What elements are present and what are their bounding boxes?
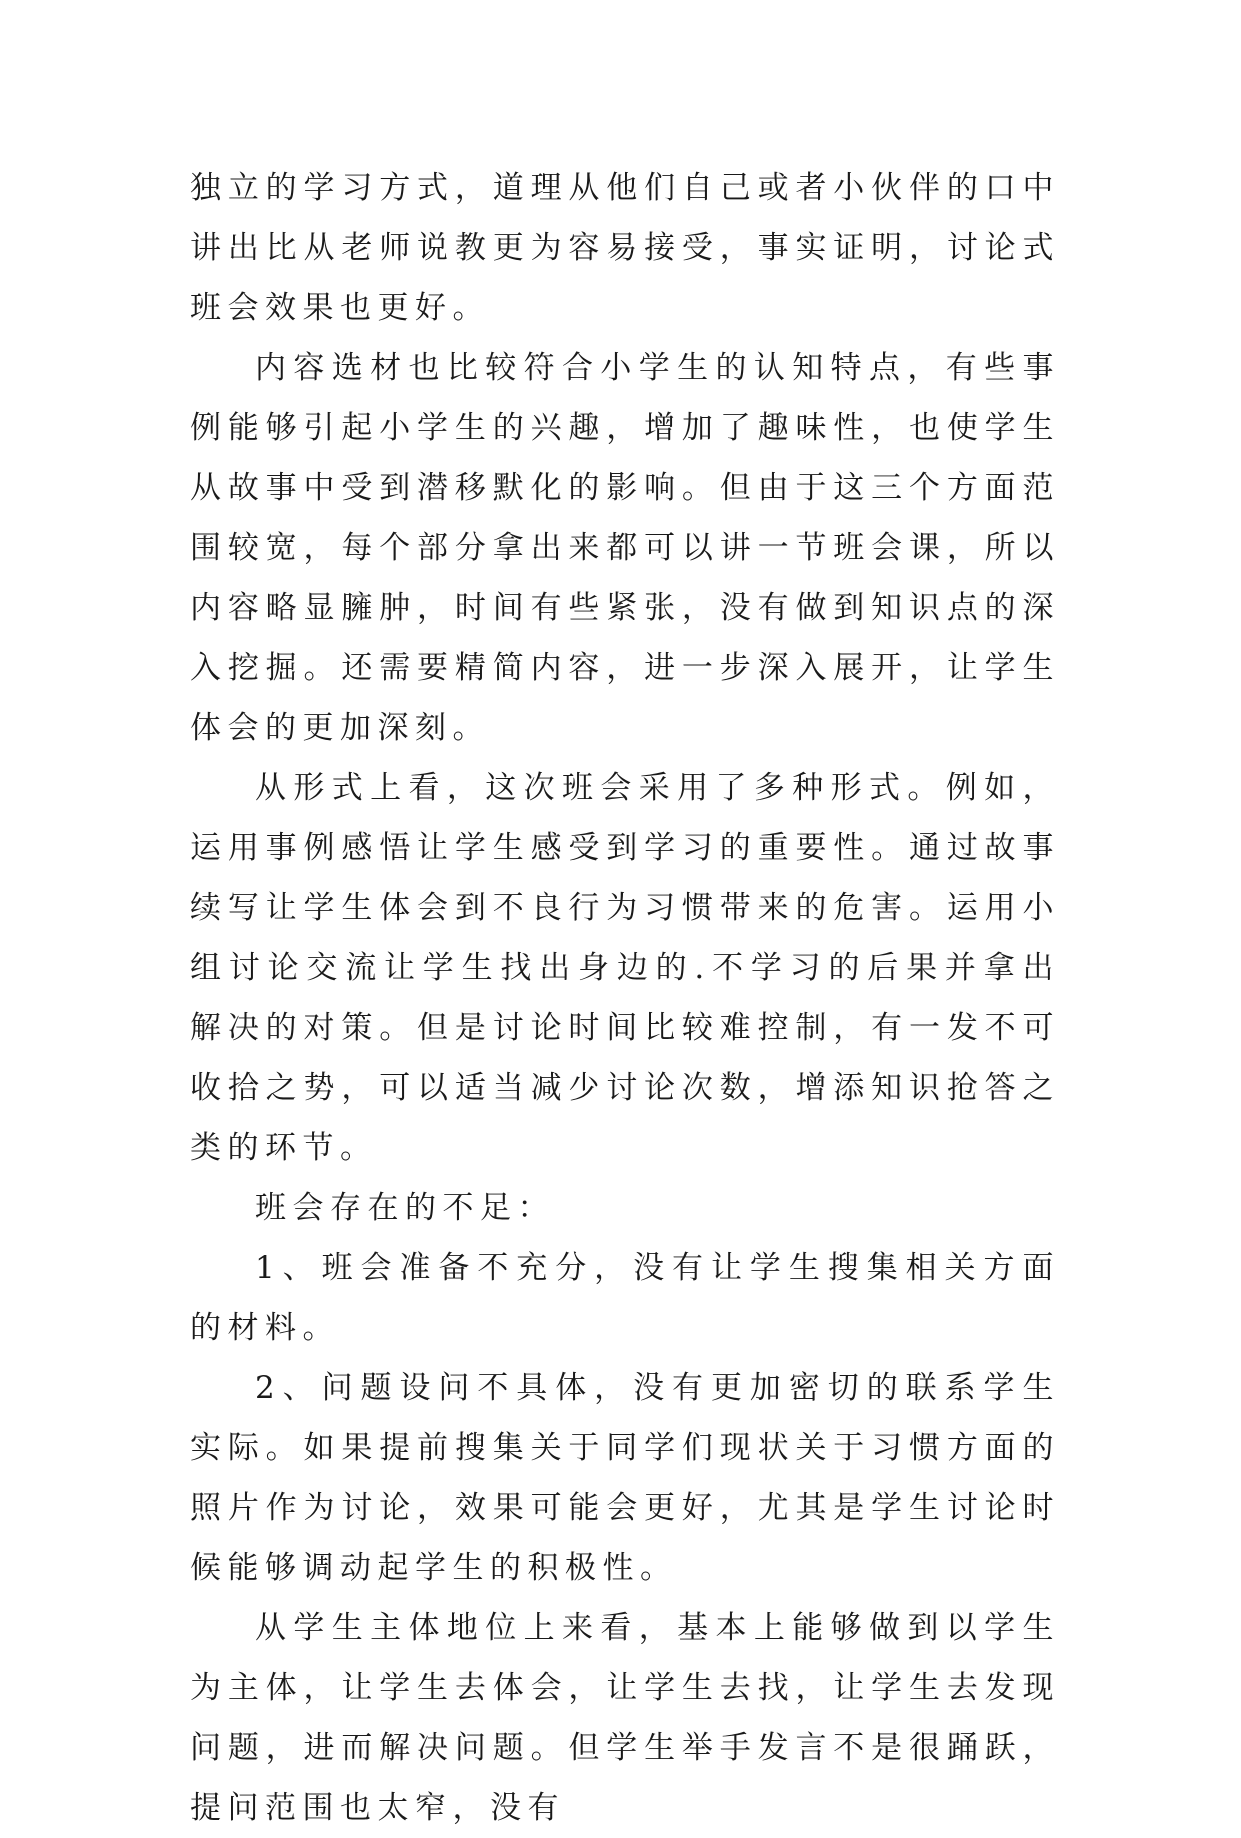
list-item: 1、班会准备不充分，没有让学生搜集相关方面的材料。: [190, 1250, 1060, 1346]
paragraph: 独立的学习方式，道理从他们自己或者小伙伴的口中讲出比从老师说教更为容易接受，事实证明，讨论式班会效果也更好。: [190, 170, 1060, 326]
paragraph: 班会存在的不足：: [255, 1190, 555, 1226]
paragraph: 从学生主体地位上来看，基本上能够做到以学生为主体，让学生去体会，让学生去找，让学生去发现问题，进而解决问题。但学生举手发言不是很踊跃，提问范围也太窄，没有: [190, 1610, 1060, 1826]
list-item: 2、问题设问不具体，没有更加密切的联系学生实际。如果提前搜集关于同学们现状关于习惯方面的照片作为讨论，效果可能会更好，尤其是学生讨论时候能够调动起学生的积极性。: [190, 1370, 1060, 1586]
paragraph: 内容选材也比较符合小学生的认知特点，有些事例能够引起小学生的兴趣，增加了趣味性，也使学生从故事中受到潜移默化的影响。但由于这三个方面范围较宽，每个部分拿出来都可以讲一节班会课，所以内容略显臃肿，时间有些紧张，没有做到知识点的深入挖掘。还需要精简内容，进一步深入展开，让学生体会的更加深刻。: [190, 350, 1060, 746]
paragraph: 从形式上看，这次班会采用了多种形式。例如，运用事例感悟让学生感受到学习的重要性。通过故事续写让学生体会到不良行为习惯带来的危害。运用小组讨论交流让学生找出身边的.不学习的后果并拿出解决的对策。但是讨论时间比较难控制，有一发不可收拾之势，可以适当减少讨论次数，增添知识抢答之类的环节。: [190, 770, 1060, 1166]
body-text: [190, 158, 1060, 1838]
